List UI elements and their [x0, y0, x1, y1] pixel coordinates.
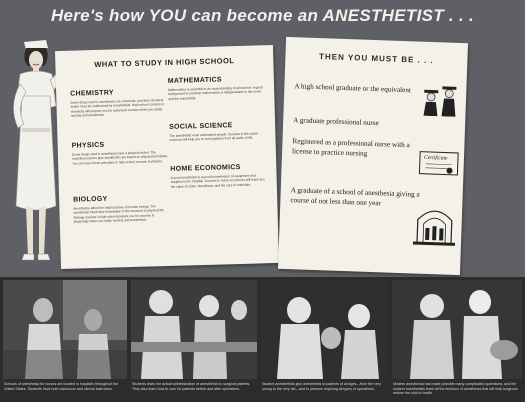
- subject-text: Some drugs used in anesthesia have a physical action. The machines used to give anesthetics are based on physical principles. You can learn these principles in high school courses in physics.: [71, 150, 168, 166]
- study-panel: [55, 45, 279, 269]
- caption-surgery: Students learn the actual administration of anesthetics to surgical patients. They also learn how to care for patients before and after operations.: [132, 382, 251, 391]
- caption-child-patient: Student anesthetists give anesthetics to patients of all ages—from the very young to the very old—and to persons requiring all types of operations.: [262, 382, 381, 391]
- certificate-label: Certificate: [423, 154, 448, 162]
- subject-name: SOCIAL SCIENCE: [169, 122, 233, 131]
- photo-strip: [0, 277, 525, 402]
- subject-home-economics: [170, 163, 267, 189]
- photo-child-patient: [261, 280, 388, 379]
- subject-text: A good anesthetist is a good housekeeper of equipment and supplies in the hospital. Courses in home economics will teach you the value of order, cleanliness, and the care of materials.: [170, 173, 265, 189]
- school-building-icon: [411, 201, 459, 247]
- subject-name: CHEMISTRY: [70, 89, 114, 98]
- headline: Here's how YOU can become an ANESTHETIST . . .: [50, 6, 475, 25]
- subject-text: Anesthetics affect the vital functions of human beings. The anesthetist must have knowledge of the structure of physical life. Biology courses in high school prepare you for courses in physiology when you study nursing and anesthesia.: [73, 204, 165, 224]
- requirement-graduate-nurse: A graduate professional nurse: [293, 116, 379, 128]
- requirement-high-school: A high school graduate or the equivalent: [294, 82, 412, 95]
- subject-name: HOME ECONOMICS: [170, 163, 241, 173]
- subject-biology: [73, 194, 170, 224]
- caption-operation: Modern anesthesia has made possible many complicated operations, and the student anesthetists learn all the technics of anesthesia that will help surgeons restore the sick to health.: [393, 382, 518, 396]
- subject-text: The anesthetist must understand people. Courses in the social sciences will help you to meet patients from all walks of life.: [169, 131, 258, 143]
- subject-text: Mathematics is essential to an understanding of all science. A good background in practical mathematics is indispensable to the nurse and the anesthetist.: [168, 85, 263, 101]
- photo-operation: [392, 280, 522, 379]
- subject-mathematics: [168, 75, 265, 101]
- subject-name: PHYSICS: [71, 141, 105, 150]
- subject-name: MATHEMATICS: [167, 76, 222, 85]
- subject-social-science: [169, 121, 265, 142]
- study-title: WHAT TO STUDY IN HIGH SCHOOL: [94, 56, 235, 69]
- photo-surgery: [131, 280, 257, 379]
- subject-physics: [72, 140, 169, 166]
- requirement-anesthesia-school: A graduate of a school of anesthesia giving a course of not less than one year: [290, 186, 420, 208]
- caption-classroom: Schools of anesthesia for nurses are located in hospitals throughout the United States. Students have both classroom and clinical instruction.: [4, 382, 119, 391]
- graduates-icon: [419, 82, 462, 117]
- subject-chemistry: [70, 88, 167, 118]
- requirements-panel: [278, 37, 468, 275]
- photo-classroom: [3, 280, 127, 379]
- subject-name: BIOLOGY: [73, 195, 108, 204]
- requirement-registered: Registered as a professional nurse with a license to practice nursing: [291, 137, 410, 158]
- certificate-icon: [417, 148, 460, 179]
- requirements-title: THEN YOU MUST BE . . .: [318, 52, 434, 66]
- subject-text: Some drugs used in anesthesia are chemicals, and their chemical action must be understood by anesthetists. High school courses in chemistry will prepare you for advanced courses when you study nursing and anesthesia.: [70, 98, 165, 118]
